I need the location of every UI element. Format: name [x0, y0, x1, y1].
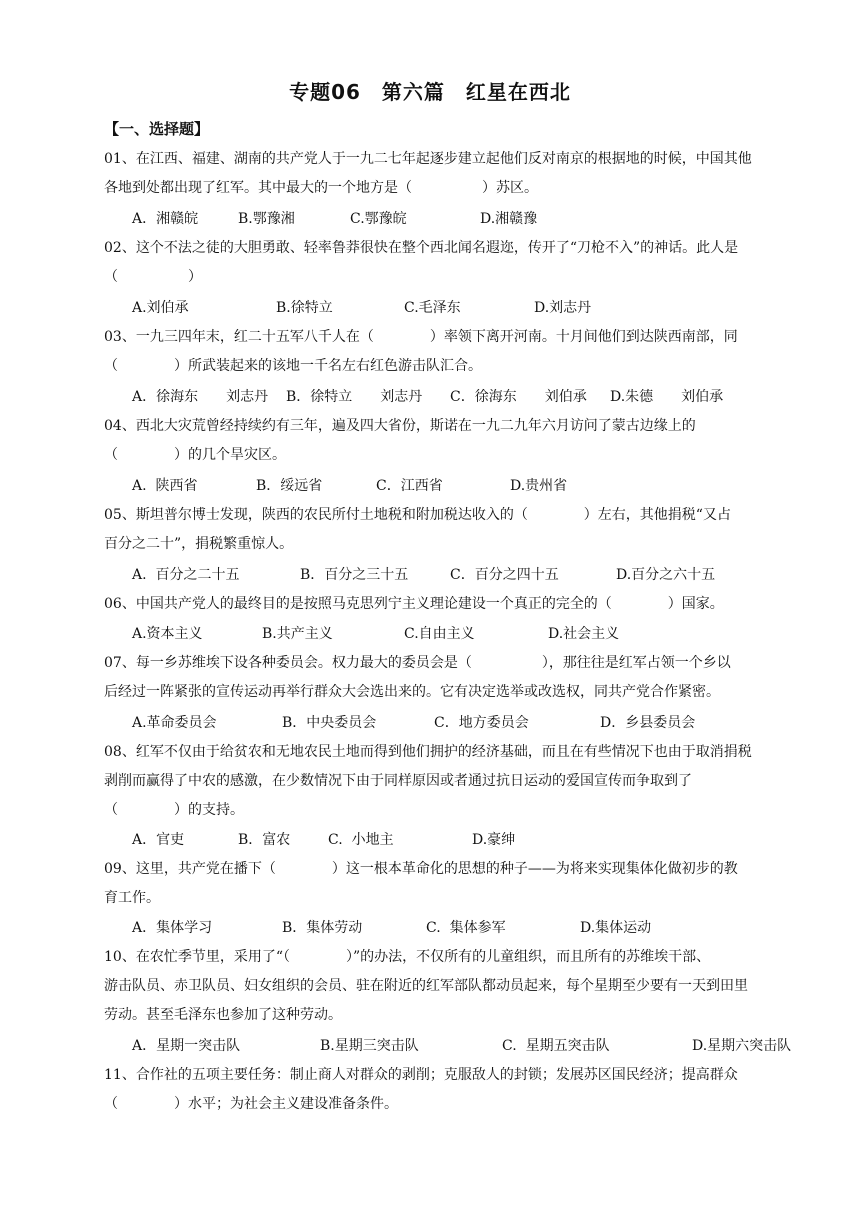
- question-10: [104, 943, 800, 1030]
- question-text: 百分之二十”，捐税繁重惊人。: [104, 536, 294, 552]
- options-04: [132, 472, 568, 501]
- option-d: D.百分之六十五: [616, 567, 716, 583]
- option-c: C. 集体参军: [426, 920, 506, 936]
- option-a: A. 陕西省: [132, 478, 198, 494]
- option-b: B.共产主义: [262, 626, 333, 642]
- question-11: [104, 1061, 800, 1119]
- question-05: [104, 501, 800, 559]
- option-d: D.朱德 刘伯承: [610, 389, 724, 405]
- option-b: B．集体劳动: [282, 920, 363, 936]
- option-c: C．百分之四十五: [450, 567, 559, 583]
- question-01: [104, 145, 800, 203]
- question-text: 育工作。: [104, 890, 160, 906]
- option-d: D.社会主义: [548, 626, 620, 642]
- option-c: C.鄂豫皖: [350, 211, 407, 227]
- question-08: [104, 738, 800, 825]
- question-text: 游击队员、赤卫队员、妇女组织的会员、驻在附近的红军部队都动员起来，每个星期至少要有一天到田里: [104, 978, 748, 994]
- option-b: B．中央委员会: [282, 715, 377, 731]
- question-text: 07、每一乡苏维埃下设各种委员会。权力最大的委员会是（ ），那往往是红军占领一个乡以: [104, 655, 731, 671]
- option-c: C．徐海东 刘伯承: [450, 389, 587, 405]
- question-04: [104, 412, 800, 470]
- option-d: D.豪绅: [472, 832, 516, 848]
- option-b: B.徐特立: [276, 300, 333, 316]
- question-text: 03、一九三四年末，红二十五军八千人在（ ）率领下离开河南。十月间他们到达陕西南部，同: [104, 329, 738, 345]
- option-a: A．徐海东 刘志丹: [132, 389, 269, 405]
- option-d: D．乡县委员会: [600, 715, 696, 731]
- question-text: 11、合作社的五项主要任务：制止商人对群众的剥削；克服敌人的封锁；发展苏区国民经济；提高群众: [104, 1067, 738, 1083]
- question-text: 02、这个不法之徒的大胆勇敢、轻率鲁莽很快在整个西北闻名遐迩，传开了“刀枪不入”的神话。此人是: [104, 240, 739, 256]
- option-c: C. 小地主: [328, 832, 394, 848]
- question-text: 04、西北大灾荒曾经持续约有三年，遍及四大省份，斯诺在一九二九年六月访问了蒙古边缘上的: [104, 418, 696, 434]
- question-text: （ ）的几个旱灾区。: [104, 447, 286, 463]
- question-text: 剥削而赢得了中农的感激，在少数情况下由于同样原因或者通过抗日运动的爱国宣传而争取到了: [104, 773, 692, 789]
- question-07: [104, 649, 800, 707]
- option-d: D.刘志丹: [534, 300, 592, 316]
- option-a: A.革命委员会: [132, 715, 217, 731]
- option-b: B．富农: [238, 832, 291, 848]
- options-08: [132, 826, 516, 855]
- option-a: A．集体学习: [132, 920, 213, 936]
- question-text: 10、在农忙季节里，采用了“（ ）”的办法，不仅所有的儿童组织，而且所有的苏维埃干部、: [104, 949, 711, 965]
- option-d: D.星期六突击队: [692, 1038, 792, 1054]
- question-text: 08、红军不仅由于给贫农和无地农民土地而得到他们拥护的经济基础，而且在有些情况下也由于取消捐税: [104, 744, 752, 760]
- option-d: D.集体运动: [580, 920, 652, 936]
- options-03: [132, 383, 724, 412]
- question-text: （ ）的支持。: [104, 802, 244, 818]
- question-text: （ ）: [104, 269, 202, 285]
- option-b: B．绥远省: [256, 478, 323, 494]
- options-06: [132, 620, 620, 649]
- option-a: A.资本主义: [132, 626, 203, 642]
- option-c: C．江西省: [376, 478, 443, 494]
- page-title: 专题06 第六篇 红星在西北: [289, 80, 571, 104]
- question-02: [104, 234, 800, 292]
- question-text: 各地到处都出现了红军。其中最大的一个地方是（ ）苏区。: [104, 180, 538, 196]
- question-text: （ ）所武装起来的该地一千名左右红色游击队汇合。: [104, 358, 482, 374]
- options-10: [132, 1032, 792, 1061]
- section-heading: 【一、选择题】: [104, 120, 210, 138]
- option-c: C．地方委员会: [434, 715, 529, 731]
- option-d: D.贵州省: [510, 478, 568, 494]
- options-07: [132, 709, 696, 738]
- question-text: 05、斯坦普尔博士发现，陕西的农民所付土地税和附加税达收入的（ ）左右，其他捐税“又占: [104, 507, 731, 523]
- option-b: B.星期三突击队: [320, 1038, 419, 1054]
- question-text: 01、在江西、福建、湖南的共产党人于一九二七年起逐步建立起他们反对南京的根据地的时候，中国其他: [104, 151, 752, 167]
- option-a: A. 百分之二十五: [132, 567, 240, 583]
- option-b: B.鄂豫湘: [238, 211, 295, 227]
- option-a: A．星期一突击队: [132, 1038, 241, 1054]
- option-a: A．官吏: [132, 832, 185, 848]
- question-09: [104, 855, 800, 913]
- question-text: 劳动。甚至毛泽东也参加了这种劳动。: [104, 1007, 342, 1023]
- question-06: [104, 590, 800, 619]
- option-c: C. 星期五突击队: [502, 1038, 610, 1054]
- options-05: [132, 561, 716, 590]
- question-text: （ ）水平；为社会主义建设准备条件。: [104, 1096, 398, 1112]
- question-03: [104, 323, 800, 381]
- option-a: A．湘赣皖: [132, 211, 199, 227]
- option-c: C.自由主义: [404, 626, 475, 642]
- options-02: [132, 294, 592, 323]
- question-text: 06、中国共产党人的最终目的是按照马克思列宁主义理论建设一个真正的完全的（ ）国家。: [104, 596, 724, 612]
- option-a: A.刘伯承: [132, 300, 189, 316]
- question-text: 后经过一阵紧张的宣传运动再举行群众大会选出来的。它有决定选举或改选权，同共产党合作紧密。: [104, 684, 720, 700]
- option-b: B．百分之三十五: [300, 567, 409, 583]
- option-b: B．徐特立 刘志丹: [286, 389, 423, 405]
- options-01: [132, 205, 538, 234]
- question-text: 09、这里，共产党在播下（ ）这一根本革命化的思想的种子——为将来实现集体化做初步的教: [104, 861, 738, 877]
- option-d: D.湘赣豫: [480, 211, 538, 227]
- options-09: [132, 914, 652, 943]
- option-c: C.毛泽东: [404, 300, 461, 316]
